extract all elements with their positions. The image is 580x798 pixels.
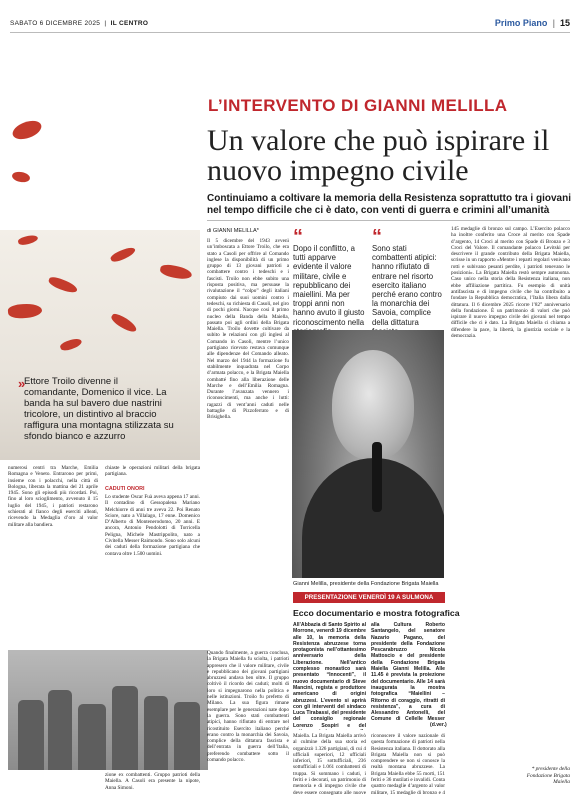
figure-shape	[78, 704, 106, 770]
pull-quote-2-text: Sono stati combattenti atipici: hanno rifiutato di entrare nel risorto esercito italiano perché erano contro la monarchia dei Savoia, complice della dittatura	[372, 244, 442, 327]
article-col3-box: Lo studente Oscar Fuà aveva appena 17 anni. Il contadino di Gessopalena Mariano Melchiorre di anni tre aveva 22. Poi Renato Sciore, nato a Villalago, 17 enne. Domenico D’Alberto di Montenerodomo, 20 anni. E ancora, Antonio Pendolotti di Torricella Peligna, Michele Mastrippolito, nato a Civitella Messer Raimondo. Sono solo alcuni dei caduti della formazione partigiana che contava oltre 1.500 uomini.	[105, 494, 200, 557]
sidebar-text-left: All’Abbazia di Santo Spirito al Morrone, venerdì 19 dicembre alle 10, la memoria della Resistenza abruzzese torna protagonista nell’ottantesimo anniversario della Liberazione. Nell’antico complesso monastico sarà presentato “Innocenti”, il nuovo documentario di Steve Mancini, regista e produttore americano di origini abruzzesi. L’evento si aprirà con gli interventi del sindaco Luca Tirabassi, del presidente del consiglio regionale Lorenzo Sospiri e del	[293, 622, 366, 729]
article-col5: Maiella. La Brigata Maiella arrivò al culmine della sua storia ed organizzò 1.326 partigiani, di cui 4 ufficiali superiori, 12 ufficiali inferiori, 15 sottufficiali, 236 sottufficiali e 1.061 combattenti di truppa. Si sommano i caduti, i feriti e i decorati, un patrimonio di memoria e di impegno civile che deve essere consegnato alle nuove	[293, 733, 366, 795]
article-col2: numerosi centri tra Marche, Emilia Romagna e Veneto. Entrarono per primi, insieme con i polacchi, nella città di Bologna, liberata la mattina del 21 aprile 1945. Sono gli episodi più ricordati. Poi, fino al loro scioglimento, avvenuto il 15 luglio del 1945, i patrioti restarono schierati al fianco degli eserciti alleati, ricevendo la Medaglia d’oro al valor militare alla bandiera.	[8, 465, 98, 528]
quote-mark-icon: “	[293, 226, 303, 248]
article-col3-top: chiaste le operazioni militari della brigata partigiana.	[105, 465, 200, 478]
figure-shape	[112, 686, 138, 770]
portrait-caption: Gianni Melilla, presidente della Fondazione Brigata Maiella	[293, 581, 439, 587]
portrait-photo	[292, 330, 444, 578]
figure-shape	[18, 700, 44, 770]
article-col6: riconoscere il valore nazionale di questa formazione di patrioti nella Resistenza italiana. Il dottorato alla Brigata Maiella non si può comprendere se non si conosce la realtà montana abruzzese. La Brigata Maiella ebbe 55 morti, 151 feriti e 36 mutilati e invalidi. Conta quattro medaglie d’argento al valor militare, 15 medaglie di bronzo e 4	[371, 733, 445, 795]
byline	[207, 228, 289, 234]
flag-shape	[159, 263, 193, 280]
flag-shape	[7, 303, 42, 320]
microphone-icon	[372, 442, 382, 512]
article-subtitle: Continuiamo a coltivare la memoria della Resistenza soprattutto tra i giovani nel tempo difficile che ci è dato, con venti di guerra e crimini all’umanità	[207, 193, 571, 216]
header-date-paper: SABATO 6 DICEMBRE 2025 | IL CENTRO	[10, 20, 149, 27]
article-col3-bottom: zione ex combattenti. Gruppo patrioti della Maiella. A Casoli era presente la nipote, Anna Simoni.	[105, 772, 200, 791]
flag-shape	[10, 117, 44, 142]
divider	[207, 220, 570, 221]
article-col4: Quando finalmente, a guerra conclusa, la Brigata Maiella fu sciolta, i patrioti appresero che il valore militare, civile e repubblicano dei giovani partigiani abruzzesi andava ben oltre. Il gruppo coltivò il ricordo dei caduti; molti di loro si impegnarono nella politica e nelle istituzioni. Troilo fu prefetto di Milano. La sua figura rimane esemplare per le generazioni nate dopo la guerra. Sono stati combattenti atipici, hanno rifiutato di entrare nel ricostituito Esercito italiano perché erano contro la monarchia dei Savoia, complice della dittatura fascista e dell’entrata in guerra dell’Italia, preferendo combattere sotto il comando polacco.	[207, 650, 289, 764]
header-date: SABATO 6 DICEMBRE 2025	[10, 20, 101, 27]
left-caption-text: Ettore Troilo divenne il comandante, Domenico il vice. La banda ha sul bavero due nastrini tricolore, un distintivo al braccio raffigura una montagna stilizzata su sfondo bianco e azzurro	[24, 376, 174, 442]
article-kicker: L’INTERVENTO DI GIANNI MELILLA	[208, 96, 508, 115]
flag-shape	[17, 234, 38, 247]
byline-text: di GIANNI MELILLA*	[207, 228, 259, 234]
box-label: CADUTI ONORI	[105, 486, 145, 492]
figure-shape	[144, 696, 168, 770]
pull-quote-1-text: Dopo il conflitto, a tutti apparve evidente il valore militare, civile e repubblicano dei maiellini. Ma per troppi anni non hanno avuto il giusto riconoscimento nella	[293, 244, 365, 327]
header-paper: IL CENTRO	[110, 20, 149, 27]
sidebar-title: Ecco documentario e mostra fotografica	[293, 608, 460, 618]
article-col7: 145 medaglie di bronzo sul campo. L’Esercito polacco ha inoltre conferito una Croce al merito con Spade d’argento, 14 Croci al merito con Spade di Bronzo e 3 Croci del Valore. Il comandante polacco Levitski per descrivere il grande contributo della Brigata Maiella, scrisse in un rapporto «Mentre i reparti regolari venivano rotti e subivano pesanti perdite, i patrioti tenevano le posizioni». La Brigata Maiella restò sempre autonoma. Caso unico nella storia della Resistenza italiana, non ebbe affiliazione partitica. Fu esempio di unità antifascista e di impegno civile che ha contribuito a fondare la Repubblica democratica, l’Italia libera dalla dittatura. Il 6 dicembre 2025 ricorre l’82° anniversario della fondazione. È un patrimonio di valori che può ispirare il nuovo impegno civile dei giovani nel tempo difficile che ci è dato. La Brigata Maiella ci chiama a difendere la pace, la libertà, la giustizia sociale e la democrazia.	[451, 226, 570, 340]
flag-shape	[11, 171, 30, 184]
flag-shape	[109, 245, 136, 264]
flag-shape	[47, 275, 79, 295]
left-photo-caption	[18, 376, 174, 442]
flag-shape	[59, 337, 83, 353]
pull-quote-2	[372, 226, 444, 336]
flags-photo-top	[0, 100, 200, 230]
event-banner: PRESENTAZIONE VENERDÌ 19 A SULMONA	[293, 592, 445, 603]
section-name: Primo Piano	[494, 18, 548, 28]
pull-quote-1	[293, 226, 365, 336]
figure-shape	[174, 702, 200, 770]
page-header	[10, 18, 570, 33]
flag-shape	[109, 312, 138, 335]
article-col1: Il 5 dicembre del 1943 avvenì un’imboscata a Ettore Troilo, che era stato a Casoli per offrire al Comando inglese la disponibilità di un primo gruppo di 13 giovani patrioti a combattere contro i tedeschi e i fascisti. Troilo non ebbe subito una risposta positiva, ma persuase la rivalutazione il “colpo” degli italiani compiuto dai suoi uomini contro i tedeschi, su richiesta di Casoli, nel giro di pochi giorni. Nacque così il primo nucleo della Banda della Maiella, passato poi agli ordini della Brigata Maiella. Troilo dovette coltivare da subito le relazioni con gli inglesi al Comando in Casoli, mentre l’unico partigiano ricevuto restava comunque alle dipendenze del Comando alleato. Nel marzo del 1944 la formazione fu stabilmente inquadrata nel Corpo d’armata polacco, e la Brigata Maiella combatté fino alla liberazione delle Marche e dell’Emilia Romagna. Durante l’avanzata vennero i riconoscimenti, ma anche i lutti: ragazzi di vent’anni caduti nelle battaglie di Pizzoferrato e di Brisighella.	[207, 238, 289, 421]
quote-mark-icon: “	[372, 226, 382, 248]
header-section: Primo Piano | 15	[494, 18, 570, 28]
sidebar-text-right: alla Cultura Roberto Santangelo, del senatore Nazario Pagano, del presidente della Fondazione Pescarabruzzo Nicola Mattoscio e del presidente della Fondazione Brigata Maiella Gianni Melilla. Alle 11.45 è prevista la proiezione del documentario. Alle 14 sarà inaugurata la mostra fotografica “Maiellini – Ritorno di coraggio, ritratti di resistenza”, a cura di Alessandro Antonelli, del Comune di Cellelle Messer	[371, 622, 445, 722]
article-signature: * presidente della Fondazione Brigata Maiella	[526, 766, 570, 785]
page-number: 15	[559, 18, 570, 28]
figure-shape	[48, 690, 72, 770]
sidebar-signature: (d.ver.)	[430, 722, 447, 728]
partisans-photo	[8, 650, 208, 770]
caption-arrow-icon: »	[18, 376, 26, 391]
article-title: Un valore che può ispirare il nuovo impegno civile	[207, 124, 550, 187]
